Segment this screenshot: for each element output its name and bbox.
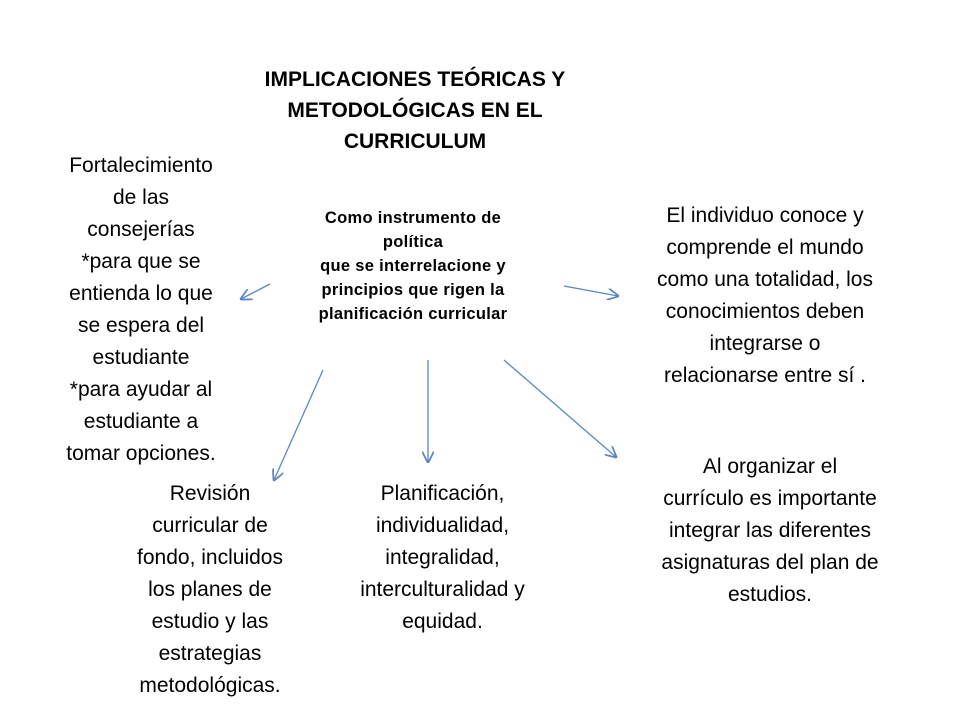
node-line: integralidad, [385,546,500,569]
node-line: asignaturas del plan de [661,551,879,574]
node-line: estudiante a [83,410,199,433]
node-line: individualidad, [375,514,510,537]
node-line: currículo es importante [663,487,877,510]
node-line: entienda lo que [69,282,213,305]
node-left-consejerias [32,150,250,470]
node-line: fondo, incluidos [137,546,283,569]
node-line: tomar opciones. [66,442,216,465]
title-line: IMPLICACIONES TEÓRICAS Y [264,68,566,91]
node-line: Planificación, [380,482,505,505]
diagram-title [200,64,630,157]
node-line: equidad. [402,610,483,633]
arrow-to-bottom-left-node [274,370,323,480]
arrow-to-right-top-node [564,286,618,296]
node-line: estudios. [727,583,813,606]
node-line: comprende el mundo [666,236,864,259]
node-line: El individuo conoce y [666,204,864,227]
node-line: consejerías [87,218,195,241]
node-line: los planes de [148,578,272,601]
node-line: como una totalidad, los [657,268,873,291]
node-line: metodológicas. [139,674,281,697]
central-concept-line: política [382,233,444,251]
node-line: integrar las diferentes [669,519,871,542]
central-concept [268,206,558,326]
node-line: conocimientos deben [665,300,865,323]
node-line: se espera del [77,314,205,337]
title-line: METODOLÓGICAS EN EL [287,99,543,122]
arrow-to-right-bottom-node [504,360,616,457]
node-right-top-individuo [615,200,915,392]
central-concept-line: que se interrelacione y [320,257,506,275]
node-line: integrarse o [709,332,821,355]
node-line: estudiante [92,346,190,369]
central-concept-line: Como instrumento de [324,209,502,227]
node-bottom-left-revision [100,478,320,702]
node-line: estrategias [158,642,262,665]
node-line: *para que se [81,250,201,273]
node-line: curricular de [152,514,268,537]
node-line: *para ayudar al [69,378,213,401]
node-line: estudio y las [151,610,269,633]
central-concept-line: principios que rigen la [321,281,505,299]
node-bottom-mid-planificacion [325,478,560,638]
node-line: de las [112,186,170,209]
node-line: Revisión [169,482,251,505]
title-line: CURRICULUM [343,130,487,153]
node-line: Al organizar el [702,455,838,478]
central-concept-line: planificación curricular [318,305,508,323]
node-line: relacionarse entre sí . [664,364,866,387]
node-line: interculturalidad y [360,578,525,601]
node-right-bottom-curriculo [615,451,925,611]
node-line: Fortalecimiento [69,154,213,177]
